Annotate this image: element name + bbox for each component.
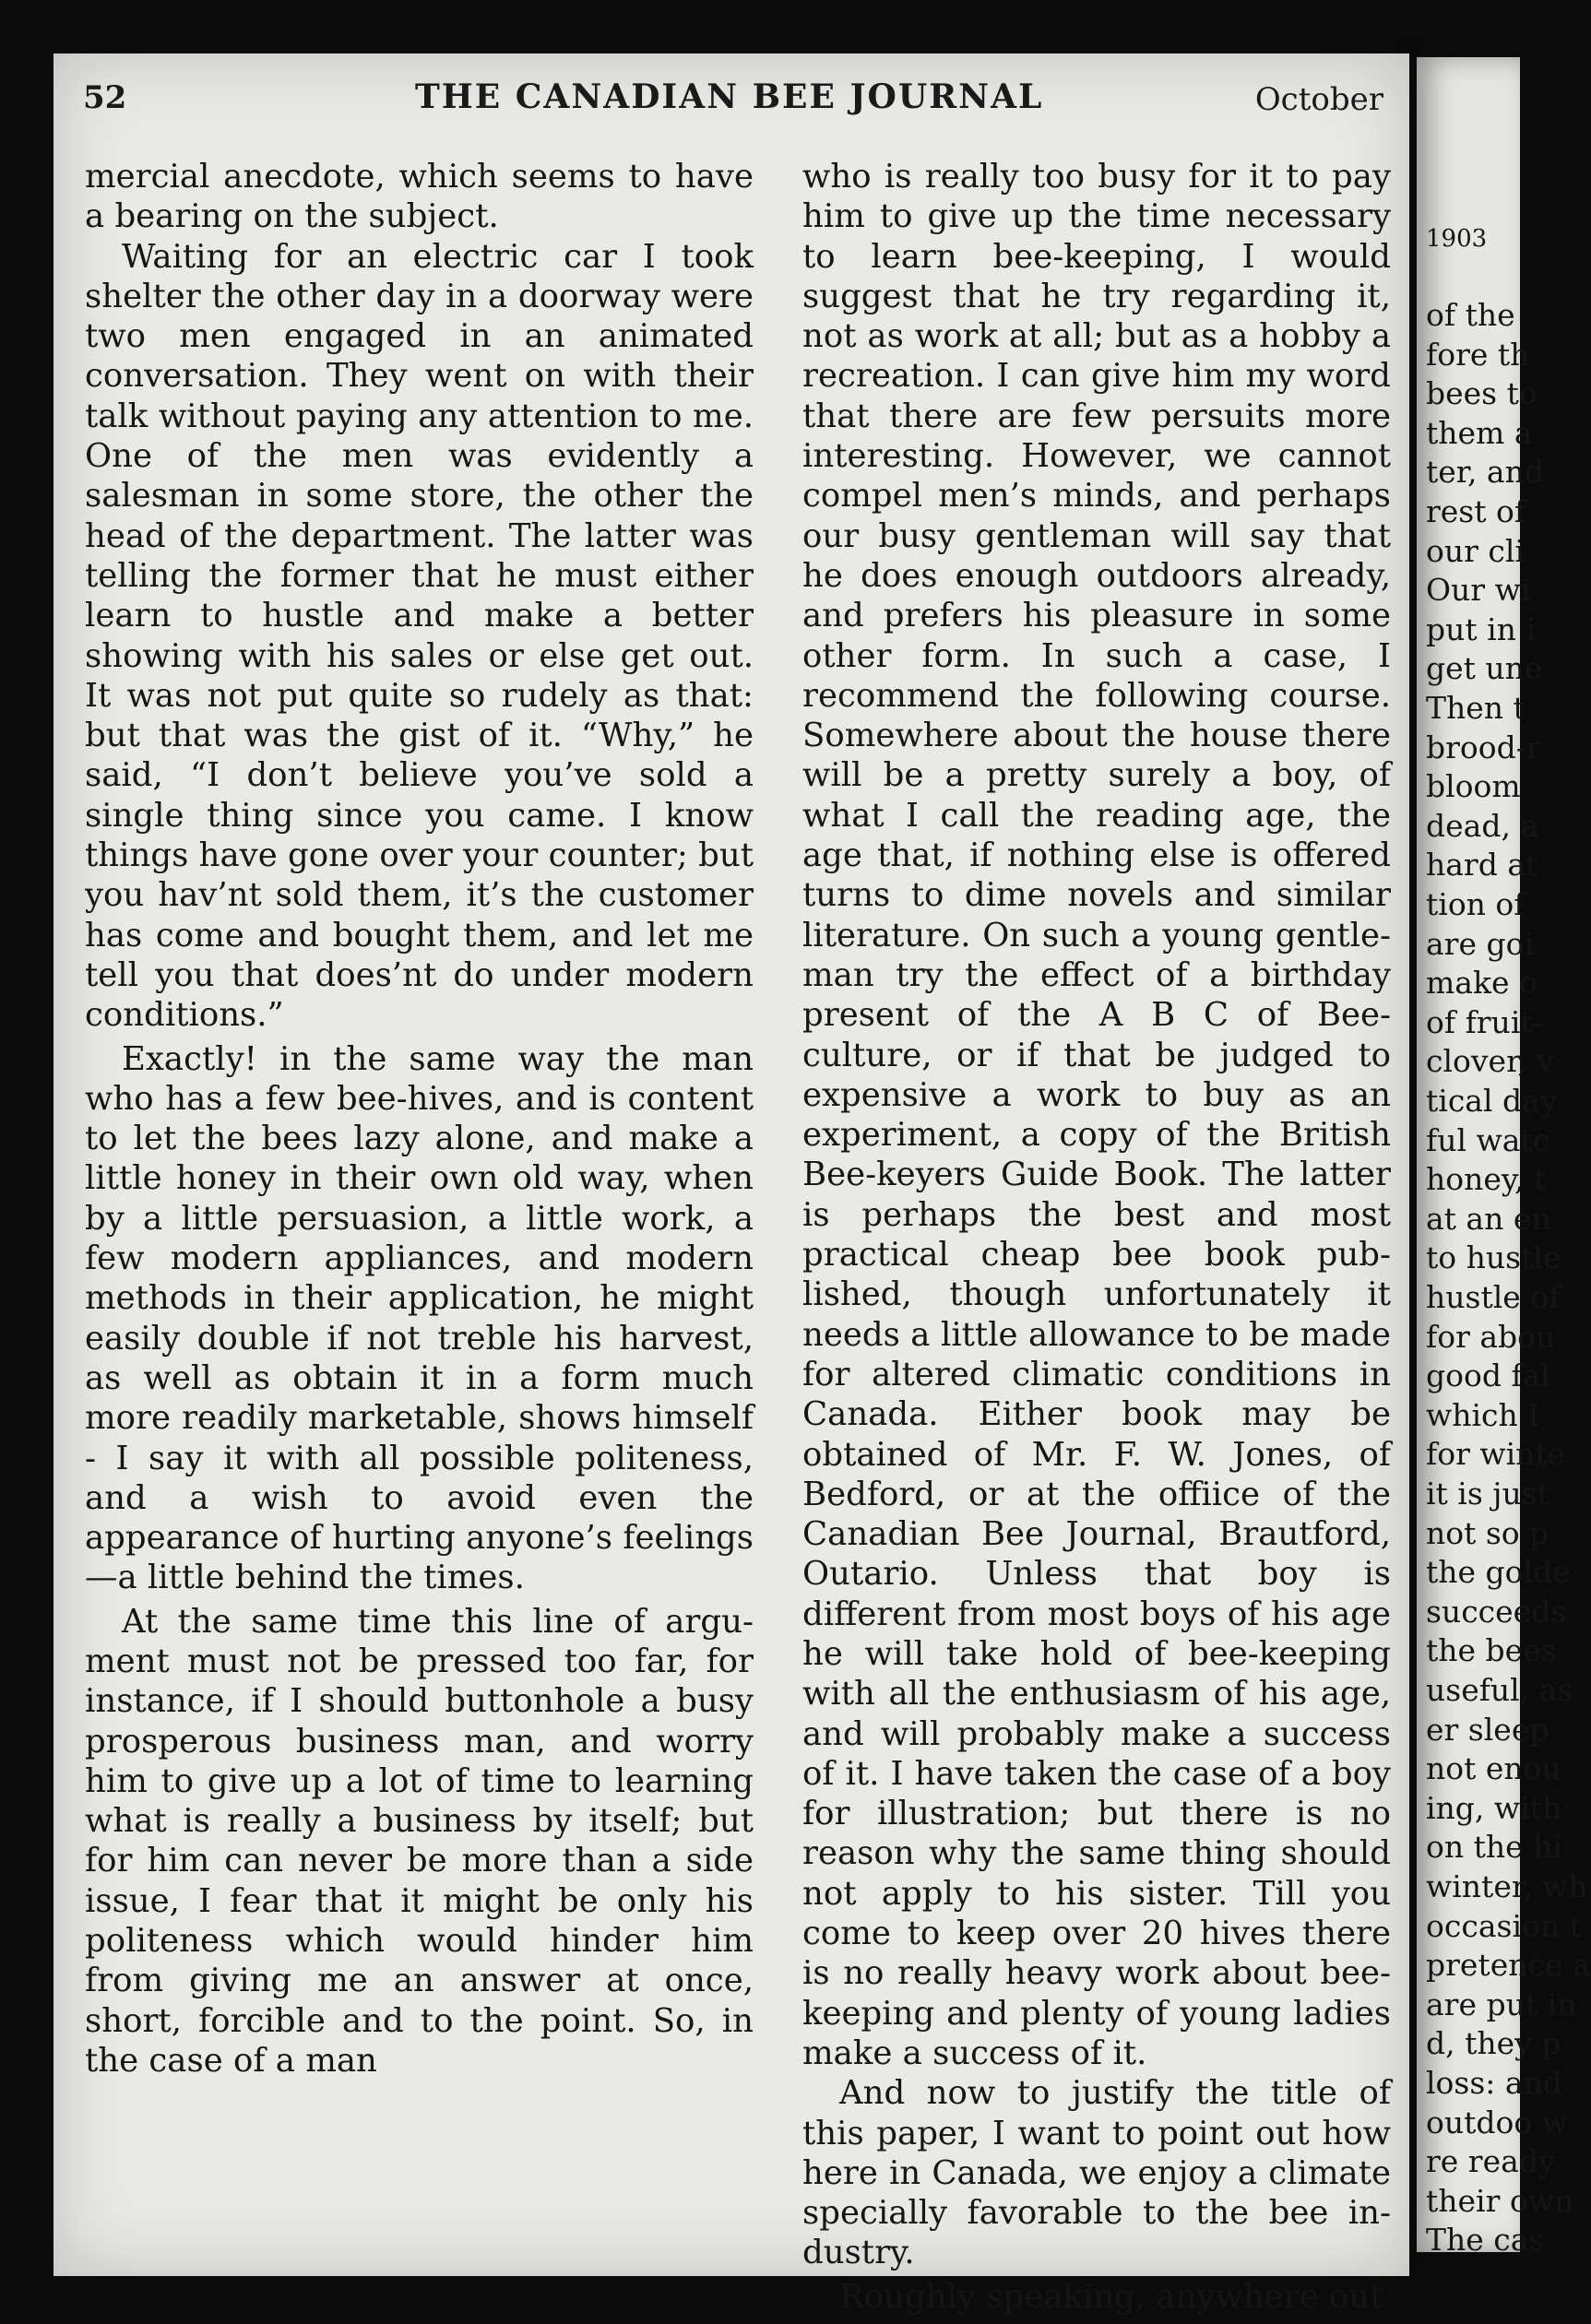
facing-page-line: at an en xyxy=(1426,1200,1551,1237)
facing-page-line: the golde xyxy=(1426,1554,1571,1591)
facing-page xyxy=(1417,57,1591,2259)
facing-page-year: 1903 xyxy=(1426,225,1488,253)
facing-page-line: of fruit- xyxy=(1426,1003,1543,1040)
facing-page-line: ing, with xyxy=(1426,1789,1562,1826)
facing-page-line: bloom xyxy=(1426,768,1521,805)
facing-page-line: on the hi xyxy=(1426,1829,1562,1866)
facing-page-line: loss: and xyxy=(1426,2065,1562,2101)
facing-page-line: not enou xyxy=(1426,1750,1561,1787)
running-header xyxy=(83,74,1393,129)
paragraph: At the same time this line of argument must not be pressed too far, for instance, if I should buttonhole a busy prosperous business man, and worry him to give up a lot of time to learning what is really a business by itself; but for him can never be more than a side issue, I fear that it might be only his politeness which would hinder him from giving me an answer at once, short, forcible and to the point. So, in the case of a man xyxy=(85,1602,754,2080)
facing-page-line: bees to xyxy=(1426,375,1538,412)
facing-page-line: to hustle xyxy=(1426,1239,1561,1276)
facing-page-line: rest of xyxy=(1426,493,1526,529)
facing-page-line: hustle of xyxy=(1426,1279,1561,1315)
facing-page-line: it is just xyxy=(1426,1476,1549,1512)
facing-page-line: useful, as xyxy=(1426,1672,1573,1708)
facing-page-line: for abou xyxy=(1426,1318,1556,1355)
facing-page-line: ter, and xyxy=(1426,454,1544,491)
journal-title: THE CANADIAN BEE JOURNAL xyxy=(415,77,1044,116)
facing-page-line: are goi xyxy=(1426,925,1535,962)
paragraph: Waiting for an electric car I took shelter the other day in a doorway were two men engaged in an animated conversation. They went on with their talk without paying any attention to me. One of the men was evidently a salesman in some store, the other the head of the department. The latter was telling the former that he must either learn to hustle and make a better showing with his sales or else get out. It was not put quite so rudely as that: but that was the gist of it. “Why,” he said, “I don’t believe you’ve sold a single thing since you came. I know things have gone over your counter; but you hav’nt sold them, it’s the customer has come and bought them, and let me tell you that does’nt do under modern conditions.” xyxy=(85,237,754,1035)
facing-page-line: d, they p xyxy=(1426,2025,1561,2062)
facing-page-line: outdoo w xyxy=(1426,2104,1568,2140)
header-month: October xyxy=(1254,81,1383,118)
facing-page-line: er sleep xyxy=(1426,1711,1549,1748)
facing-page-line: re ready xyxy=(1426,2143,1556,2180)
facing-page-line: occasion t xyxy=(1426,1907,1582,1944)
facing-page-line: put in i xyxy=(1426,611,1536,647)
facing-page-line: good fal xyxy=(1426,1358,1550,1394)
left-column xyxy=(85,157,754,2081)
paragraph: mercial anecdote, which seems to have a bearing on the subject. xyxy=(85,158,754,236)
facing-page-line: dead, a xyxy=(1426,807,1539,844)
facing-page-line: make o xyxy=(1426,965,1538,1002)
facing-page-line: The cas xyxy=(1426,2222,1545,2259)
facing-page-line: of the xyxy=(1426,297,1515,333)
paragraph: Roughly speaking, anywhere out xyxy=(839,2277,1383,2316)
paragraph: And now to justify the title of this paper, I want to point out how here in Canada, we enjoy a climate specially favorable to the bee industry. xyxy=(802,2074,1391,2272)
facing-page-line: tion of xyxy=(1426,886,1526,922)
facing-page-line: winter, wh xyxy=(1426,1868,1588,1904)
facing-page-line: not so p xyxy=(1426,1514,1549,1551)
page-number: 52 xyxy=(83,79,127,116)
facing-page-line: brood-r xyxy=(1426,729,1541,765)
facing-page-line: Our wi xyxy=(1426,572,1531,609)
facing-page-line: are put in xyxy=(1426,1986,1577,2022)
paragraph: who is really too busy for it to pay him to give up the time necessary to learn bee-keeping, I would suggest that he try regarding it, not as work at all; but as a hobby a recreation. I can give him my word that there are few persuits more interesting. However, we cannot compel men’s minds, and perhaps our busy gentleman will say that he does enough outdoors already, and prefers his pleasure in some other form. In such a case, I recommend the following course. Somewhere about the house there will be a pretty surely a boy, of what I call the reading age, the age that, if nothing else is offered turns to dime novels and similar literature. On such a young gentleman try the effect of a birthday present of the A B C of Bee-culture, or if that be judged to expensive a work to buy as an experiment, a copy of the British Bee-keyers Guide Book. The latter is perhaps the best and most practical cheap bee book published, though unfortunately it needs a little allowance to be made for altered climatic conditions in Canada. Either book may be obtained of Mr. F. W. Jones, of Bedford, or at the offiice of the Canadian Bee Journal, Brautford, Outario. Unless that boy is different from most boys of his age he will take hold of bee-keeping with all the enthusiasm of his age, and will probably make a success of it. I have taken the case of a boy for illustration; but there is no reason why the same thing should not apply to his sister. Till you come to keep over 20 hives there is no really heavy work about bee-keeping and plenty of young ladies make a success of it. xyxy=(802,158,1391,2072)
facing-page-line: fore th xyxy=(1426,336,1530,373)
facing-page-line: for winte xyxy=(1426,1436,1566,1473)
facing-page-line: honey, t xyxy=(1426,1161,1547,1198)
facing-page-line: get une xyxy=(1426,650,1543,687)
facing-page-line: tical day xyxy=(1426,1083,1558,1119)
facing-page-line: pretence a xyxy=(1426,1947,1591,1984)
right-column xyxy=(802,157,1391,2317)
facing-page-line: succeeds xyxy=(1426,1593,1567,1630)
facing-page-line: our cli xyxy=(1426,532,1525,569)
facing-page-line: ful watc xyxy=(1426,1121,1550,1158)
facing-page-line: their own xyxy=(1426,2182,1574,2219)
facing-page-line: Then t xyxy=(1426,690,1526,726)
facing-page-line: hard at xyxy=(1426,847,1538,883)
paragraph: Exactly! in the same way the man who has a few bee-hives, and is content to let the bees lazy alone, and make a little honey in their own old way, when by a little persuasion, a little work, a few modern appliances, and modern methods in their application, he might easily double if not treble his harvest, as well as obtain it in a form much more readily marketable, shows himself - I say it with all possible politeness, and a wish to avoid even the appearance of hurting anyone’s feelings—a little behind the times. xyxy=(85,1039,754,1597)
facing-page-line: which I xyxy=(1426,1396,1540,1433)
facing-page-line: the bees xyxy=(1426,1632,1557,1669)
facing-page-line: clover, v xyxy=(1426,1043,1554,1080)
facing-page-line: them a xyxy=(1426,414,1533,451)
